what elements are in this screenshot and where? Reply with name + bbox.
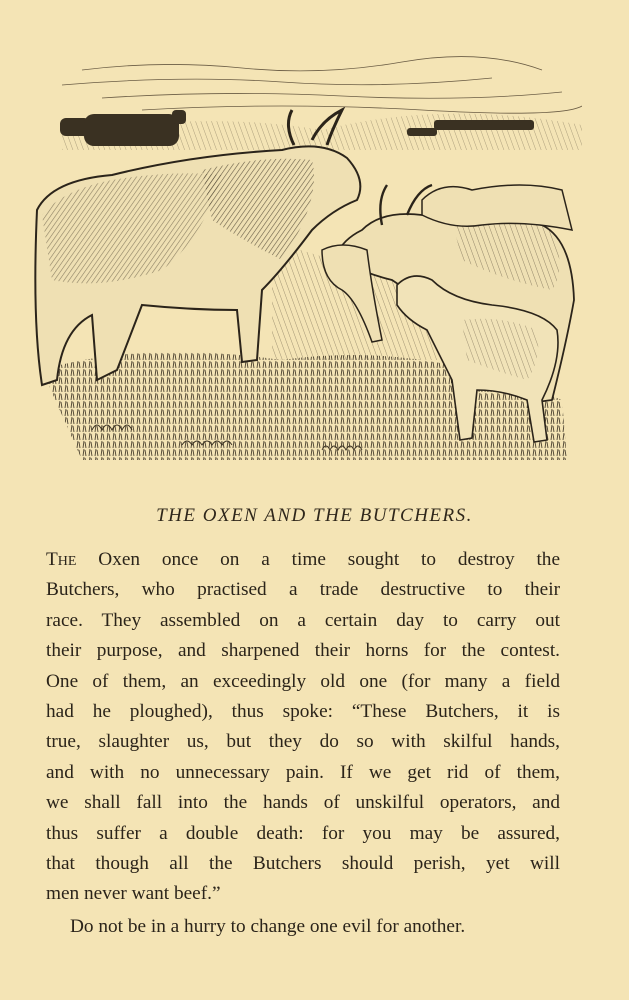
fable-line-12: men never want beef.”	[46, 883, 221, 905]
illustration-caption: THE OXEN AND THE BUTCHERS.	[156, 505, 473, 526]
fable-line-7: true, slaughter us, but they do so with skilful hands,	[46, 731, 560, 753]
fable-line-8: and with no unnecessary pain. If we get rid of them,	[46, 761, 560, 783]
moral-text: Do not be in a hurry to change one evil for another.	[70, 916, 466, 937]
fable-line-4: their purpose, and sharpened their horns for the contest.	[46, 640, 560, 662]
fable-line-11: that though all the Butchers should perish, yet will	[46, 852, 560, 874]
fable-line-3: race. They assembled on a certain day to carry out	[46, 609, 560, 631]
fable-line-5: One of them, an exceedingly old one (for many a field	[46, 670, 560, 692]
fable-text	[46, 545, 560, 910]
fable-line-1: The Oxen once on a time sought to destroy the	[46, 549, 560, 570]
fable-line-9: we shall fall into the hands of unskilful operators, and	[46, 792, 560, 814]
fable-line-2: Butchers, who practised a trade destructive to their	[46, 579, 560, 601]
fable-line-10: thus suffer a double death: for you may be assured,	[46, 822, 560, 844]
oxen-engraving-illustration	[22, 40, 582, 470]
fable-line-6: had he ploughed), thus spoke: “These Butchers, it is	[46, 700, 560, 722]
drop-cap-word: The	[46, 549, 77, 570]
